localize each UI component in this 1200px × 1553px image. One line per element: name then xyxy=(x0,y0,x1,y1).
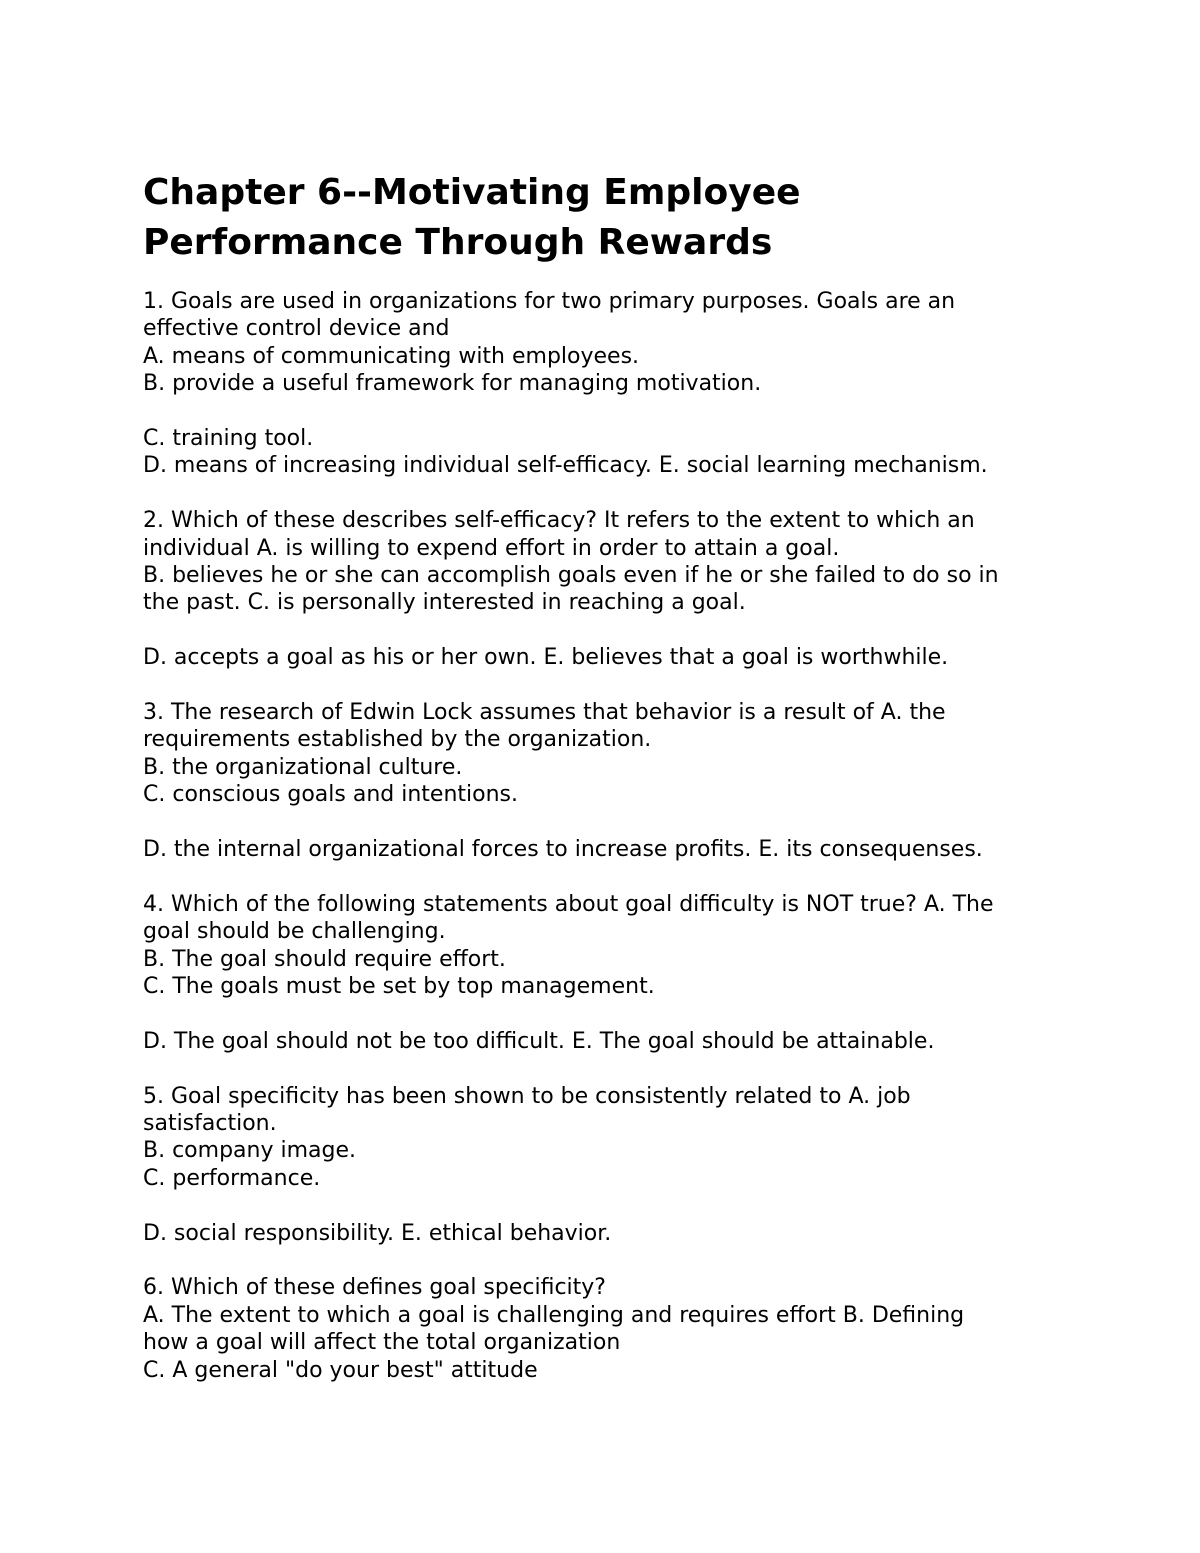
text-line: B. believes he or she can accomplish goals even if he or she failed to do so in xyxy=(143,563,999,589)
text-line: D. means of increasing individual self-efficacy. E. social learning mechanism. xyxy=(143,453,988,479)
blank-line xyxy=(143,672,1073,699)
blank-line xyxy=(143,617,1073,644)
blank-line xyxy=(143,809,1073,836)
text-line: B. provide a useful framework for managing motivation. xyxy=(143,371,762,397)
text-line: B. The goal should require effort. xyxy=(143,946,506,972)
text-line: A. The extent to which a goal is challenging and requires effort B. Defining xyxy=(143,1302,965,1328)
text-line: C. The goals must be set by top management. xyxy=(143,974,655,1000)
title-line-1: Chapter 6--Motivating Employee xyxy=(143,172,801,213)
text-line: D. accepts a goal as his or her own. E. believes that a goal is worthwhile. xyxy=(143,645,949,671)
title-line-2: Performance Through Rewards xyxy=(143,222,773,263)
text-line: 6. Which of these defines goal specificity? xyxy=(143,1275,606,1301)
blank-line xyxy=(143,1000,1073,1027)
text-line: 5. Goal specificity has been shown to be consistently related to A. job xyxy=(143,1083,911,1109)
text-line: D. the internal organizational forces to increase profits. E. its consequenses. xyxy=(143,837,983,863)
text-line: individual A. is willing to expend effort in order to attain a goal. xyxy=(143,535,840,561)
text-line: goal should be challenging. xyxy=(143,919,446,945)
text-line: how a goal will affect the total organization xyxy=(143,1330,621,1356)
text-line: B. company image. xyxy=(143,1138,356,1164)
text-line: the past. C. is personally interested in reaching a goal. xyxy=(143,590,746,616)
text-line: 4. Which of the following statements about goal difficulty is NOT true? A. The xyxy=(143,891,994,917)
text-line: 2. Which of these describes self-efficacy? It refers to the extent to which an xyxy=(143,508,975,534)
text-line: C. performance. xyxy=(143,1165,321,1191)
text-line: C. conscious goals and intentions. xyxy=(143,782,518,808)
text-line: 1. Goals are used in organizations for two primary purposes. Goals are an xyxy=(143,289,956,314)
text-line: D. social responsibility. E. ethical behavior. xyxy=(143,1220,612,1246)
text-line: D. The goal should not be too difficult. E. The goal should be attainable. xyxy=(143,1028,935,1054)
text-line: B. the organizational culture. xyxy=(143,754,463,780)
blank-line xyxy=(143,1247,1073,1274)
blank-line xyxy=(143,480,1073,507)
question-body xyxy=(143,288,1073,1384)
text-line: A. means of communicating with employees. xyxy=(143,343,640,369)
text-line: effective control device and xyxy=(143,316,450,342)
text-line: 3. The research of Edwin Lock assumes that behavior is a result of A. the xyxy=(143,700,946,726)
text-line: satisfaction. xyxy=(143,1111,277,1137)
blank-line xyxy=(143,863,1073,890)
text-line: C. training tool. xyxy=(143,426,314,452)
blank-line xyxy=(143,1192,1073,1219)
page-title xyxy=(143,168,1073,268)
text-line: requirements established by the organization. xyxy=(143,727,652,753)
blank-line xyxy=(143,398,1073,425)
blank-line xyxy=(143,1055,1073,1082)
document-page xyxy=(143,168,1073,1384)
text-line: C. A general "do your best" attitude xyxy=(143,1357,538,1383)
